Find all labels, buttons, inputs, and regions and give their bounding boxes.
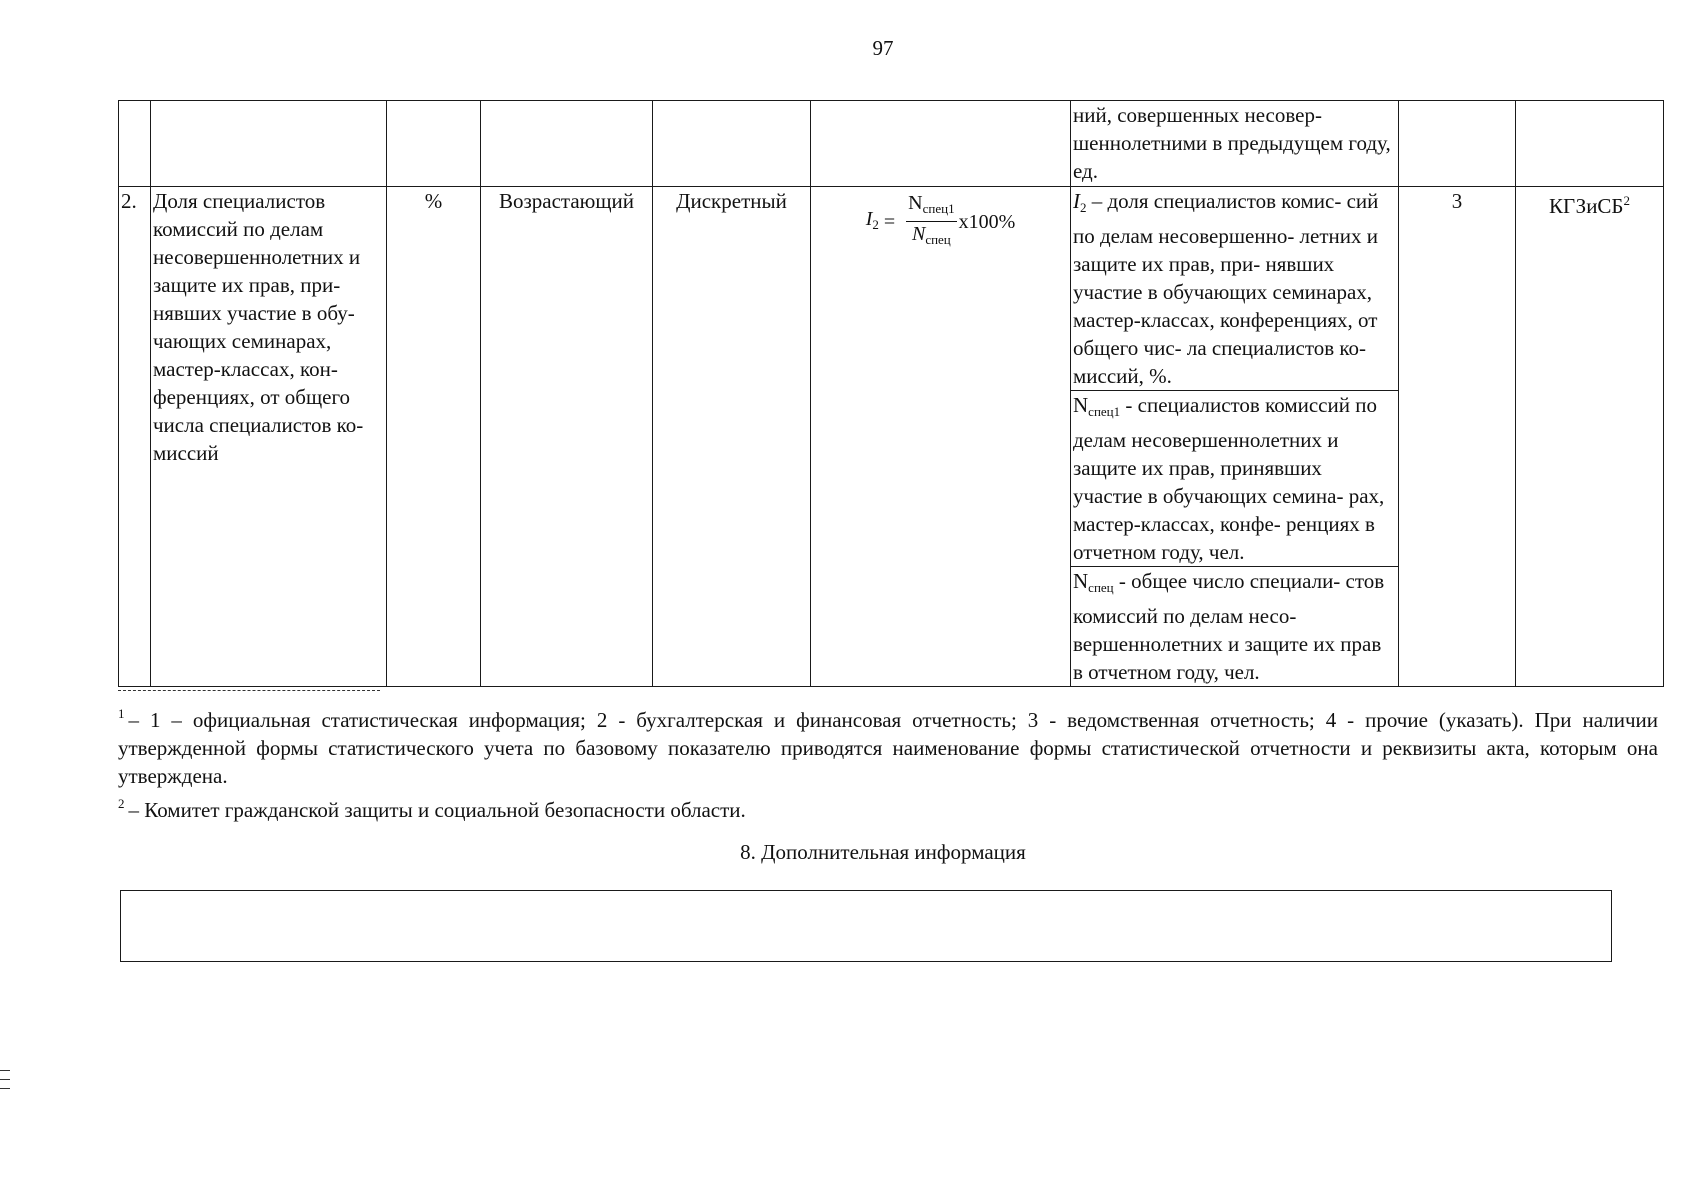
- indicator-table: [118, 100, 1664, 687]
- source-cell: 3: [1399, 187, 1516, 687]
- margin-marks: [0, 1070, 12, 1097]
- description-i2: $I_2$ – доля специалистов комис- сий по делам несовершенно- летних и защите их прав, при- нявших участие в обучающих семинарах, мастер-классах, конференциях, от общего чис- ла специалистов ко-миссий, %.: [1071, 187, 1398, 391]
- row-number: 2.: [119, 187, 151, 687]
- cont-cell-source: [1399, 101, 1516, 187]
- formula-lhs: $I_2$: [865, 207, 879, 232]
- description-cell: [1071, 187, 1399, 687]
- formula-equals: =: [878, 210, 901, 233]
- cont-cell-trend: [481, 101, 653, 187]
- type-cell: Дискретный: [653, 187, 811, 687]
- footnote-separator: [118, 690, 380, 691]
- continuation-row: [119, 101, 1664, 187]
- cont-cell-unit: [387, 101, 481, 187]
- cont-cell-num: [119, 101, 151, 187]
- footnote-1: $^1$ – 1 – официальная статистическая информация; 2 - бухгалтерская и финансовая отчетность; 3 - ведомственная отчетность; 4 - прочие (указать). При наличии утвержденной формы статистического учета по базовому показателю приводятся наименование формы статистической отчетности и реквизиты акта, которым она утверждена.: [118, 706, 1658, 788]
- cont-cell-type: [653, 101, 811, 187]
- cont-cell-formula: [811, 101, 1071, 187]
- cont-cell-description: ний, совершенных несовер- шеннолетними в предыдущем году, ед.: [1071, 101, 1399, 187]
- trend-cell: Возрастающий: [481, 187, 653, 687]
- responsible-cell: КГЗиСБ$^2$: [1516, 187, 1664, 687]
- footnotes: [118, 700, 1658, 824]
- indicator-row: [119, 187, 1664, 687]
- indicator-name: Доля специалистов комиссий по делам несовершеннолетних и защите их прав, при- нявших участие в обу- чающих семинарах, мастер-классах, кон- ференциях, от общего числа специалистов ко-миссий: [151, 187, 387, 687]
- cont-cell-name: [151, 101, 387, 187]
- cont-cell-responsible: [1516, 101, 1664, 187]
- unit-cell: %: [387, 187, 481, 687]
- formula: [813, 187, 1068, 252]
- footnote-2: $^2$ – Комитет гражданской защиты и социальной безопасности области.: [118, 796, 746, 822]
- section-title: 8. Дополнительная информация: [740, 840, 1026, 864]
- formula-denominator: $N_{спец}$: [911, 223, 951, 247]
- formula-fraction: [906, 191, 956, 252]
- formula-suffix: x100%: [958, 210, 1016, 233]
- description-nspec1: $N_{спец1}$ - специалистов комиссий по делам несовершеннолетних и защите их прав, принявших участие в обучающих семина- рах, мастер-классах, конфе- ренциях в отчетном году, чел.: [1071, 391, 1398, 567]
- additional-info-box: [120, 890, 1612, 962]
- page-number: 97: [872, 36, 894, 60]
- description-nspec: $N_{спец}$ - общее число специали- стов комиссий по делам несо- вершеннолетних и защите их прав в отчетном году, чел.: [1073, 569, 1385, 684]
- formula-cell: [811, 187, 1071, 687]
- formula-numerator: $N_{спец1}$: [906, 191, 956, 222]
